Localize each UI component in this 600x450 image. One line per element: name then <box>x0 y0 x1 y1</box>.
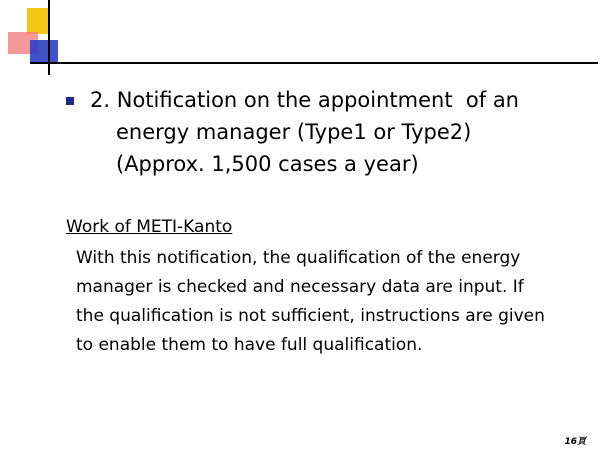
work-body <box>76 244 576 360</box>
decorative-logo-icon <box>0 0 80 80</box>
bullet-square-icon <box>66 97 74 105</box>
main-heading <box>90 84 519 180</box>
work-title: Work of METI-Kanto <box>66 217 233 237</box>
work-line-4: to enable them to have full qualification. <box>76 335 423 355</box>
work-line-2: manager is checked and necessary data are input. If <box>76 277 524 297</box>
item-number: 2. <box>90 88 111 112</box>
header-rule <box>38 62 598 64</box>
work-line-3: the qualification is not sufficient, instructions are given <box>76 306 545 326</box>
page-number: 16頁 <box>564 437 586 447</box>
work-line-1: With this notification, the qualification of the energy <box>76 248 521 268</box>
heading-line-1: Notification on the appointment of an <box>116 88 519 112</box>
heading-line-3: (Approx. 1,500 cases a year) <box>116 152 419 176</box>
heading-line-2: energy manager (Type1 or Type2) <box>116 120 472 144</box>
